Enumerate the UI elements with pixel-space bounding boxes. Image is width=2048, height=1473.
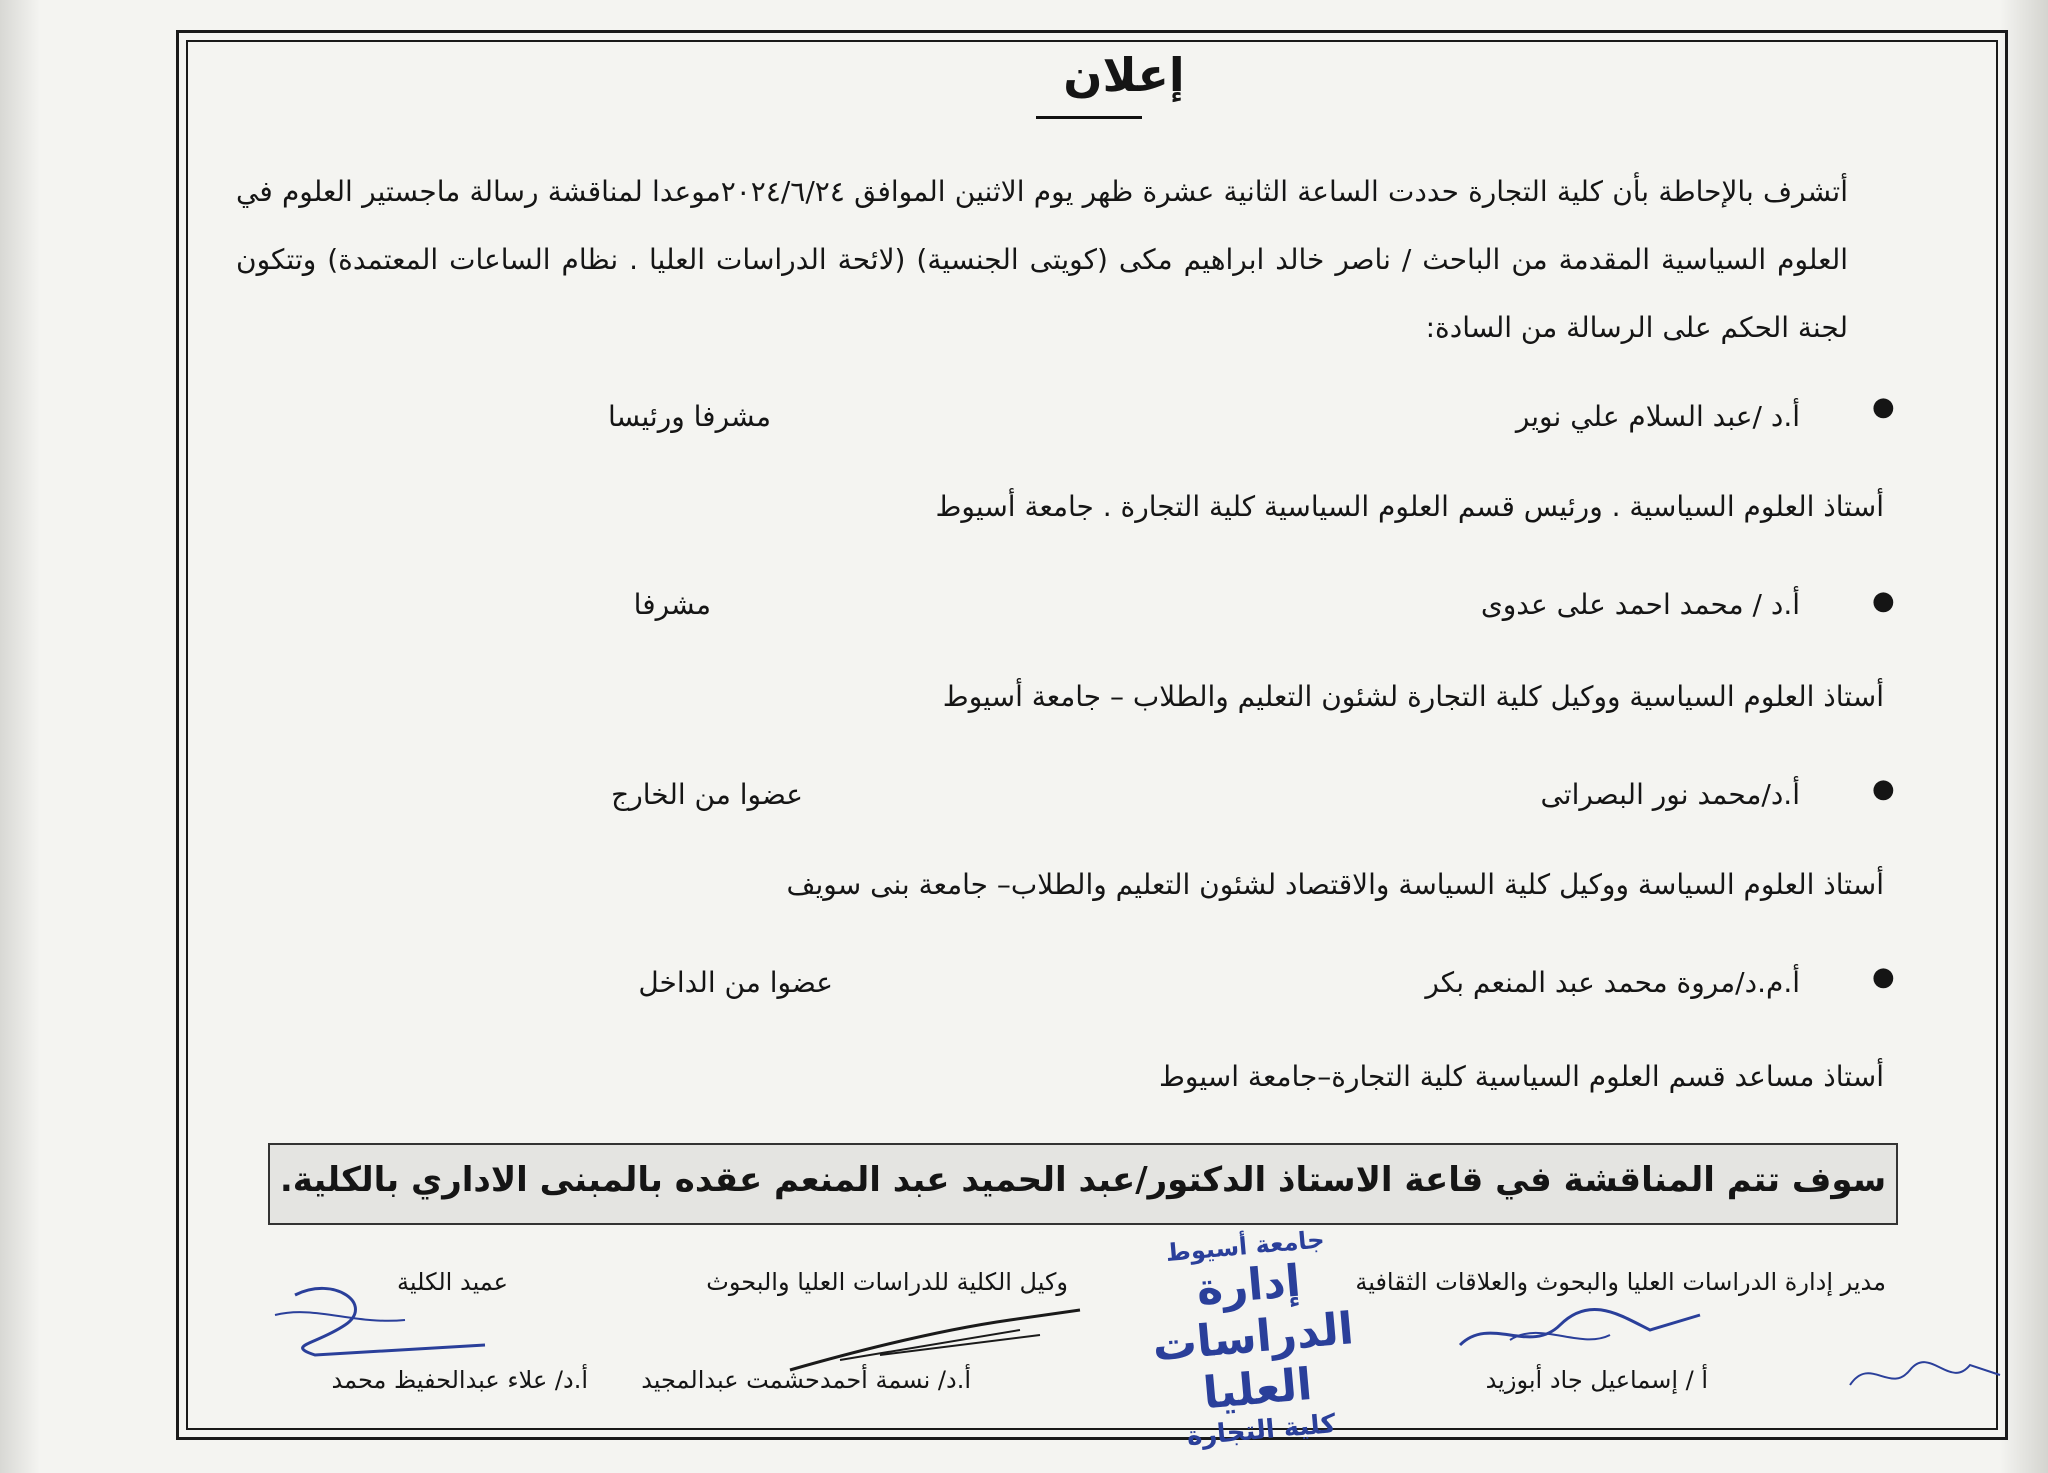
stamp-university: جامعة أسيوط [1164, 1225, 1326, 1268]
committee-member-role: عضوا من الخارج [611, 778, 803, 811]
committee-member-description: أستاذ العلوم السياسية ووكيل كلية التجارة لشئون التعليم والطلاب – جامعة أسيوط [942, 680, 1884, 713]
committee-member-role: مشرفا [633, 588, 711, 621]
announcement-paragraph: أتشرف بالإحاطة بأن كلية التجارة حددت الساعة الثانية عشرة ظهر يوم الاثنين الموافق ٢٠٢٤/٦/٢٤موعدا لمناقشة رسالة ماجستير العلوم في العلوم السياسية المقدمة من الباحث / ناصر خالد ابراهيم مكى (كويتى الجنسية) (لائحة الدراسات العليا . نظام الساعات المعتمدة) وتتكون لجنة الحكم على الرسالة من السادة: [236, 175, 1849, 344]
signature-scribble-dean [255, 1265, 515, 1375]
committee-member-role: مشرفا ورئيسا [607, 400, 771, 433]
committee-member-name: أ.د /عبد السلام علي نوير [1515, 400, 1800, 433]
committee-member-description: أستاذ مساعد قسم العلوم السياسية كلية التجارة–جامعة اسيوط [1158, 1060, 1884, 1093]
handwritten-note-scribble [1840, 1345, 2010, 1405]
bullet-icon: ● [1872, 586, 1895, 616]
signature-title-vice-dean: وكيل الكلية للدراسات العليا والبحوث [706, 1268, 1068, 1296]
committee-member-name: أ.م.د/مروة محمد عبد المنعم بكر [1425, 966, 1800, 999]
committee-member-role: عضوا من الداخل [638, 966, 833, 999]
bullet-icon: ● [1872, 774, 1895, 804]
committee-member-name: أ.د / محمد احمد على عدوى [1480, 588, 1800, 621]
notice-text: سوف تتم المناقشة في قاعة الاستاذ الدكتور/عبد الحميد عبد المنعم عقده بالمبنى الاداري بالكلية. [279, 1160, 1887, 1200]
signature-scribble-registrar [1450, 1285, 1710, 1365]
bullet-icon: ● [1872, 392, 1895, 422]
committee-member-description: أستاذ العلوم السياسية . ورئيس قسم العلوم السياسية كلية التجارة . جامعة أسيوط [935, 490, 1884, 523]
stamp-faculty: كلية التجارة [1185, 1409, 1337, 1452]
signature-name-dean: أ.د/ علاء عبدالحفيظ محمد [331, 1366, 588, 1394]
announcement-title: إعلان [1063, 48, 1185, 102]
stamp-department: إدارة الدراسات العليا [1150, 1255, 1356, 1420]
bullet-icon: ● [1872, 962, 1895, 992]
signature-title-dean: عميد الكلية [397, 1268, 508, 1296]
committee-member-name: أ.د/محمد نور البصراتى [1540, 778, 1800, 811]
title-underline [1036, 116, 1142, 119]
committee-member-description: أستاذ العلوم السياسة ووكيل كلية السياسة والاقتصاد لشئون التعليم والطلاب– جامعة بنى سويف [786, 868, 1884, 901]
signature-scribble-vice-dean [780, 1300, 1100, 1380]
signature-name-registrar: أ / إسماعيل جاد أبوزيد [1485, 1366, 1708, 1394]
signature-name-vice-dean: أ.د/ نسمة أحمدحشمت عبدالمجيد [641, 1366, 971, 1394]
official-stamp [1089, 1219, 1410, 1452]
signature-title-registrar: مدير إدارة الدراسات العليا والبحوث والعلاقات الثقافية [1355, 1268, 1886, 1296]
